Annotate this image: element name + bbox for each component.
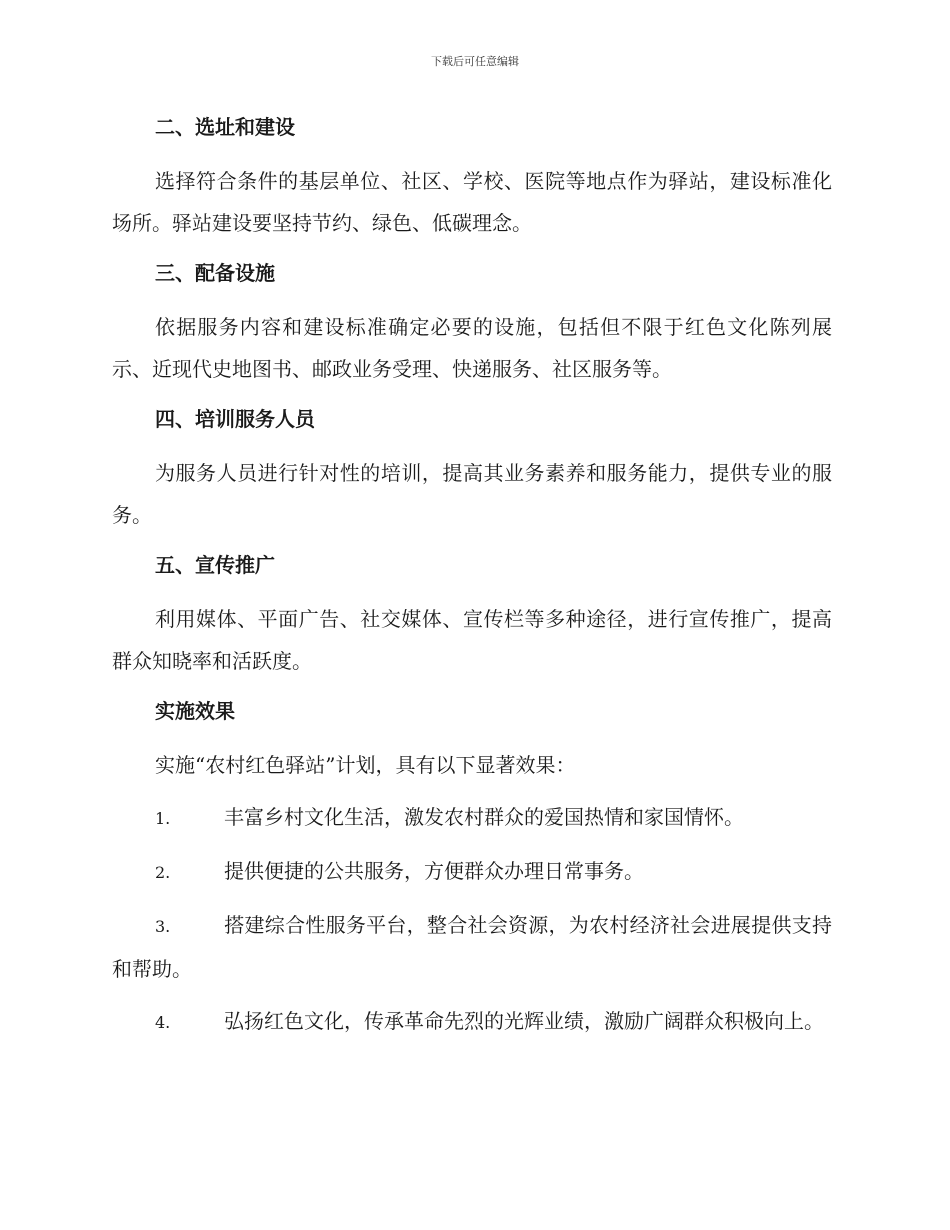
list-text: 丰富乡村文化生活，激发农村群众的爱国热情和家国情怀。 [224,805,744,829]
list-number: 4. [155,1013,171,1032]
section-paragraph: 为服务人员进行针对性的培训，提高其业务素养和服务能力，提供专业的服务。 [112,461,832,527]
list-text: 弘扬红色文化，传承革命先烈的光辉业绩，激励广阔群众积极向上。 [224,1009,824,1033]
section-paragraph: 利用媒体、平面广告、社交媒体、宣传栏等多种途径，进行宣传推广，提高群众知晓率和活跃度。 [112,607,832,673]
section-facilities [112,254,832,390]
list-item [112,796,832,840]
section-promotion [112,546,832,682]
section-heading: 四、培训服务人员 [155,407,315,431]
effects-intro: 实施“农村红色驿站”计划，具有以下显著效果： [155,753,576,777]
list-number: 1. [155,809,171,828]
section-heading: 实施效果 [155,699,235,723]
section-effects [112,692,832,1044]
list-text: 搭建综合性服务平台，整合社会资源，为农村经济社会进展提供支持和帮助。 [112,913,832,981]
page-header: 下载后可任意编辑 [431,55,519,68]
section-training [112,400,832,536]
document-body [112,108,832,1054]
section-paragraph: 选择符合条件的基层单位、社区、学校、医院等地点作为驿站，建设标准化场所。驿站建设要坚持节约、绿色、低碳理念。 [112,169,832,235]
section-heading: 三、配备设施 [155,261,275,285]
section-heading: 五、宣传推广 [155,553,275,577]
section-heading: 二、选址和建设 [155,115,295,139]
list-item [112,850,832,894]
list-item [112,1000,832,1044]
list-text: 提供便捷的公共服务，方便群众办理日常事务。 [224,859,644,883]
section-paragraph: 依据服务内容和建设标准确定必要的设施，包括但不限于红色文化陈列展示、近现代史地图书、邮政业务受理、快递服务、社区服务等。 [112,315,832,381]
list-number: 2. [155,863,171,882]
list-number: 3. [155,917,171,936]
list-item [112,904,832,990]
section-siting [112,108,832,244]
